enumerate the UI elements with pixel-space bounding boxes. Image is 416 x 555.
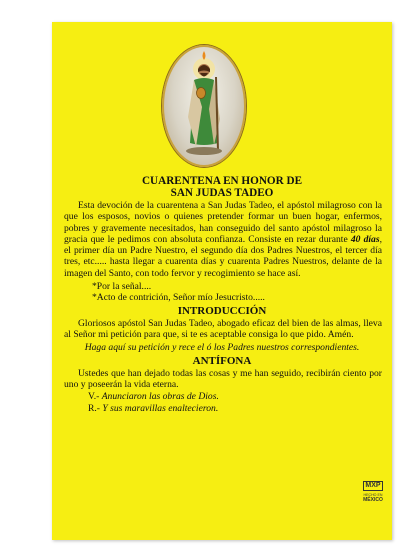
logo-mark: MXP xyxy=(365,482,381,489)
versicle xyxy=(52,391,392,402)
introduccion-paragraph: Gloriosos apóstol San Judas Tadeo, abogado eficaz del bien de las almas, lleva al Señor mi petición para que, si te es aceptable consiga lo que pido. Amén. xyxy=(64,317,382,340)
made-in-mexico-logo-icon xyxy=(358,474,388,503)
intro-text-end: , el primer día un Padre Nuestro, el segundo día dos Padres Nuestros, el tercer día tres, etc..... hasta llegar a cuarenta días y cuarenta Padres Nuestros, delante de la imagen del Santo, con todo fervor y recogimiento se hace así. xyxy=(64,233,382,279)
title-line-2: SAN JUDAS TADEO xyxy=(170,187,274,199)
logo-subtext: HECHO EN xyxy=(363,493,383,497)
versicle-text: Anunciaron las obras de Dios. xyxy=(101,391,219,403)
page-title xyxy=(52,175,392,199)
title-line-1: CUARENTENA EN HONOR DE xyxy=(141,175,303,187)
prayer-card xyxy=(52,22,392,540)
response-text: Y sus maravillas enaltecieron. xyxy=(102,403,219,415)
response xyxy=(52,403,392,414)
saint-portrait-icon xyxy=(162,45,246,167)
intro-paragraph xyxy=(52,200,392,279)
antifona-paragraph: Ustedes que han dejado todas las cosas y me han seguido, recibirán ciento por uno y poseerán la vida eterna. xyxy=(64,367,382,390)
antifona-heading: ANTÍFONA xyxy=(192,354,252,367)
introduccion-heading: INTRODUCCIÓN xyxy=(177,304,267,317)
versicle-label: V.- xyxy=(88,391,102,403)
prayer-text xyxy=(52,175,392,415)
response-label: R.- xyxy=(88,403,103,415)
intro-days: 40 días xyxy=(350,233,380,245)
logo-country: MÉXICO xyxy=(363,497,383,503)
petition-instruction: Haga aquí su petición y rece el ó los Padres nuestros correspondientes. xyxy=(84,342,360,354)
list-item: *Por la señal.... xyxy=(92,281,152,293)
saint-figure xyxy=(164,47,244,165)
list-item: *Acto de contrición, Señor mío Jesucristo..... xyxy=(92,292,265,304)
intro-text-start: Esta devoción de la cuarentena a San Judas Tadeo, el apóstol milagroso con la que los esposos, novios o quienes pretender formar un buen hogar, enfermos, pobres y gravemente necesitados, han conseguido del santo apóstol milagroso la gracia que le pedimos con absoluta confianza. Consiste en rezar durante xyxy=(64,200,382,245)
